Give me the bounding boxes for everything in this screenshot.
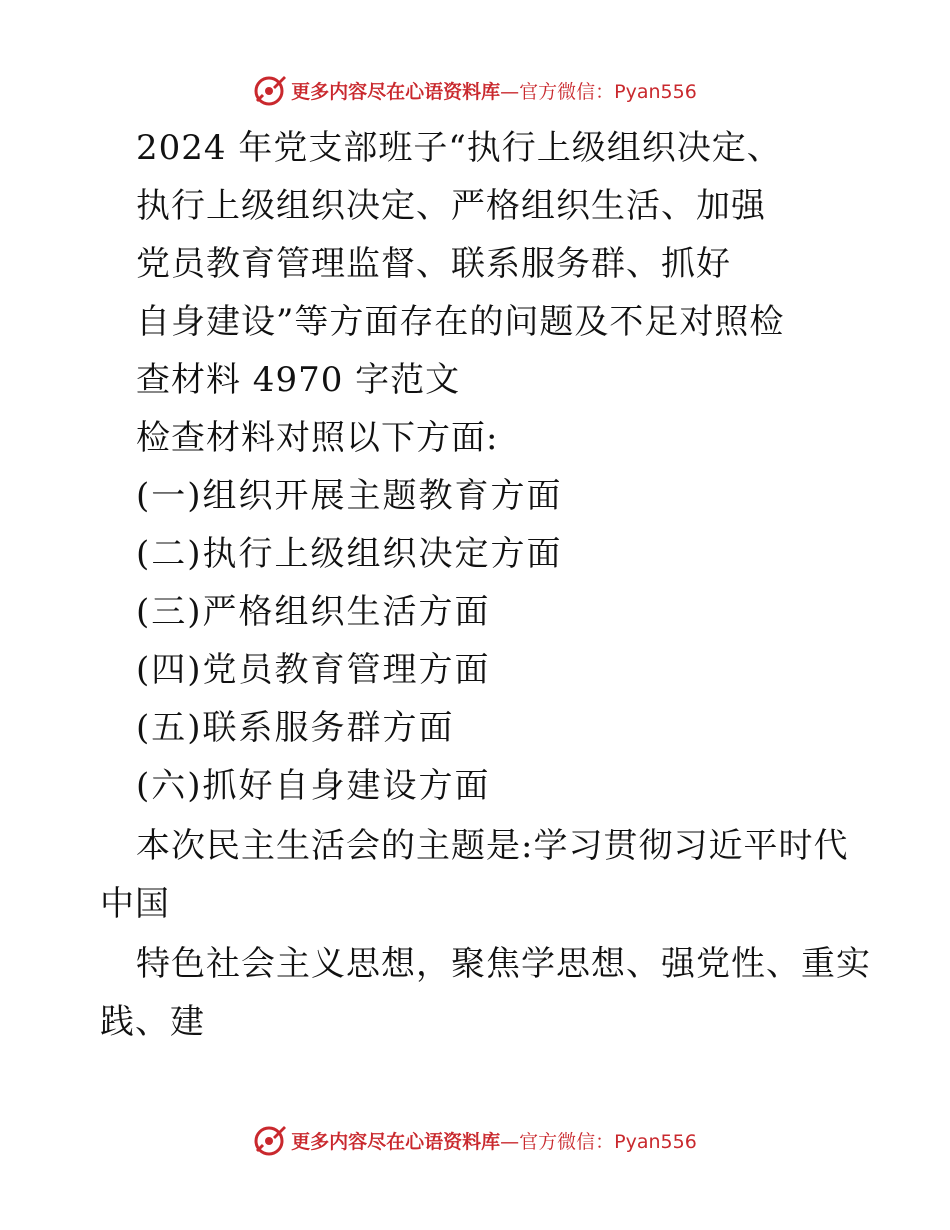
quill-logo-icon	[253, 73, 287, 107]
list-item: (一)组织开展主题教育方面	[136, 476, 563, 516]
title-line-1: 2024 年党支部班子“执行上级组织决定、	[136, 128, 782, 168]
list-item: (三)严格组织生活方面	[136, 592, 491, 632]
watermark-text: 更多内容尽在心语资料库	[291, 80, 501, 103]
watermark-text: 更多内容尽在心语资料库	[291, 1130, 501, 1153]
title-line-5: 查材料 4970 字范文	[136, 360, 461, 400]
watermark-contact: —官方微信：Pyan556	[500, 1130, 697, 1153]
title-line-4: 自身建设”等方面存在的问题及不足对照检	[136, 302, 785, 342]
quill-logo-icon	[253, 1123, 287, 1157]
paragraph-line-1: 本次民主生活会的主题是:学习贯彻习近平时代	[136, 826, 849, 866]
footer-watermark	[0, 1120, 950, 1160]
paragraph-line-3: 特色社会主义思想，聚焦学思想、强党性、重实	[136, 944, 871, 984]
header-watermark	[0, 70, 950, 110]
watermark-contact: —官方微信：Pyan556	[500, 80, 697, 103]
list-item: (四)党员教育管理方面	[136, 650, 491, 690]
paragraph-line-2: 中国	[100, 884, 170, 924]
title-line-2: 执行上级组织决定、严格组织生活、加强	[136, 186, 766, 226]
title-line-3: 党员教育管理监督、联系服务群、抓好	[136, 244, 731, 284]
intro-line: 检查材料对照以下方面:	[136, 418, 499, 458]
paragraph-line-4: 践、建	[100, 1002, 205, 1042]
list-item: (五)联系服务群方面	[136, 708, 455, 748]
list-item: (二)执行上级组织决定方面	[136, 534, 563, 574]
list-item: (六)抓好自身建设方面	[136, 766, 491, 806]
